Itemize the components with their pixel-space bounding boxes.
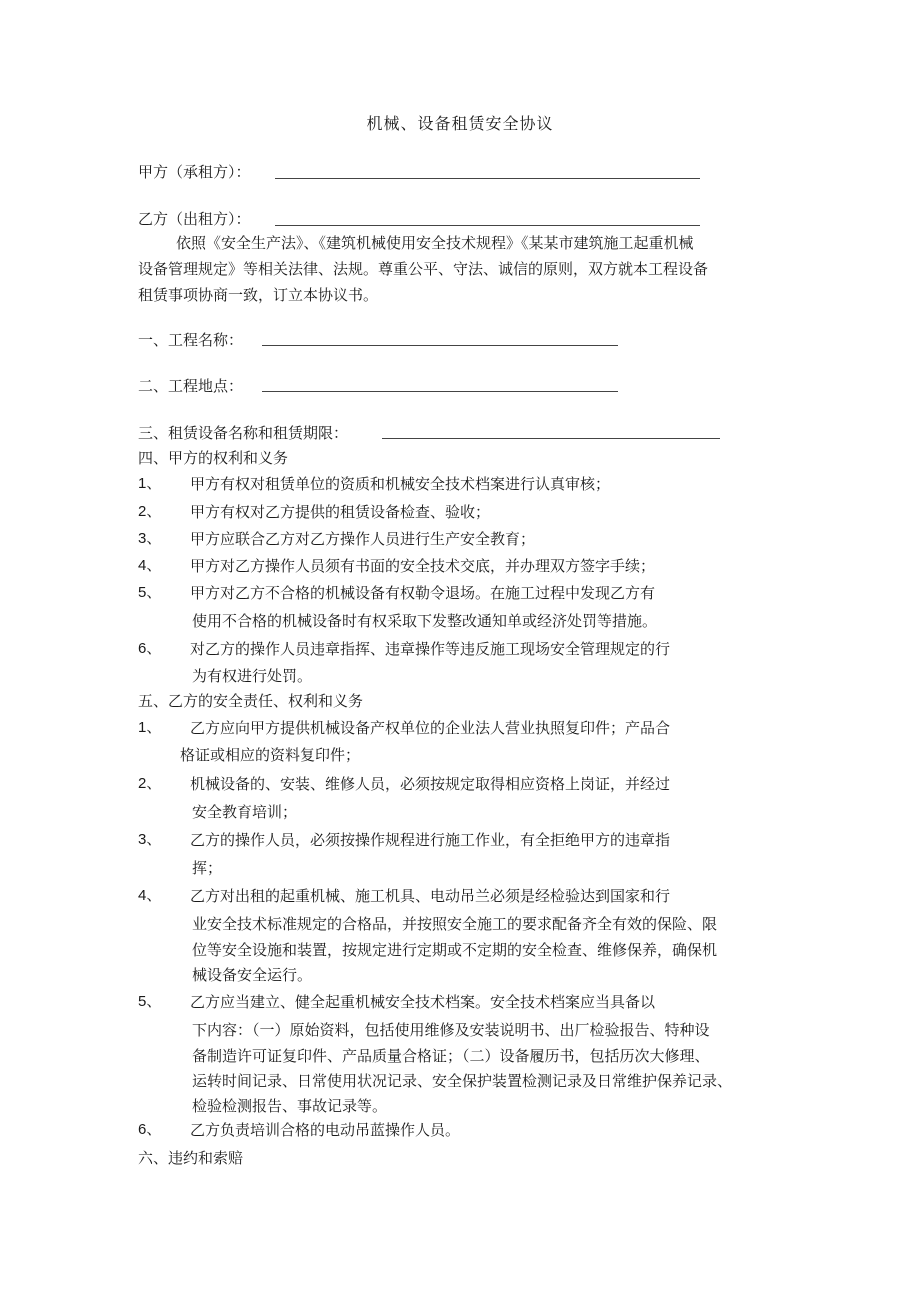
- item-text: 甲方应联合乙方对乙方操作人员进行生产安全教育；: [190, 530, 536, 548]
- section-6-heading: 六、违约和索赔: [138, 1149, 244, 1167]
- lease-equipment-label: 三、租赁设备名称和租赁期限：: [138, 424, 349, 442]
- item-text: 械设备安全运行。: [192, 966, 313, 984]
- item-text: 乙方负责培训合格的电动吊蓝操作人员。: [190, 1121, 461, 1139]
- item-text: 备制造许可证复印件、产品质量合格证；（二）设备履历书，包括历次大修理、: [192, 1047, 710, 1065]
- item-text: 甲方对乙方不合格的机械设备有权勒令退场。在施工过程中发现乙方有: [190, 584, 656, 602]
- item-text: 乙方应向甲方提供机械设备产权单位的企业法人营业执照复印件；产品合: [190, 719, 671, 737]
- item-number: 4、: [138, 557, 162, 574]
- intro-line: 设备管理规定》等相关法律、法规。尊重公平、守法、诚信的原则，双方就本工程设备: [138, 260, 709, 278]
- item-number: 2、: [138, 503, 162, 520]
- item-text: 位等安全设施和装置，按规定进行定期或不定期的安全检查、维修保养，确保机: [192, 941, 718, 959]
- page-title: 机械、设备租赁安全协议: [366, 114, 554, 133]
- section-4-heading: 四、甲方的权利和义务: [138, 449, 289, 467]
- item-number: 3、: [138, 530, 162, 547]
- party-b-blank: [275, 225, 700, 226]
- project-name-label: 一、工程名称：: [138, 331, 244, 349]
- item-number: 6、: [138, 640, 162, 657]
- item-text: 挥；: [192, 859, 223, 877]
- project-location-blank: [262, 391, 618, 392]
- item-text: 甲方有权对租赁单位的资质和机械安全技术档案进行认真审核；: [190, 475, 611, 493]
- item-text: 乙方的操作人员，必须按操作规程进行施工作业，有全拒绝甲方的违章指: [190, 831, 671, 849]
- party-a-label: 甲方（承租方）：: [138, 163, 251, 181]
- intro-line: 租赁事项协商一致，订立本协议书。: [138, 286, 379, 304]
- item-text: 业安全技术标准规定的合格品，并按照安全施工的要求配备齐全有效的保险、限: [192, 915, 718, 933]
- project-name-blank: [262, 345, 618, 346]
- item-text: 运转时间记录、日常使用状况记录、安全保护装置检测记录及日常维护保养记录、: [192, 1072, 733, 1090]
- lease-equipment-blank: [382, 438, 720, 439]
- item-number: 5、: [138, 584, 162, 601]
- item-text: 使用不合格的机械设备时有权采取下发整改通知单或经济处罚等措施。: [192, 612, 658, 630]
- item-text: 乙方应当建立、健全起重机械安全技术档案。安全技术档案应当具备以: [190, 993, 656, 1011]
- item-number: 1、: [138, 719, 162, 736]
- item-number: 4、: [138, 887, 162, 904]
- item-number: 5、: [138, 993, 162, 1010]
- item-text: 甲方有权对乙方提供的租赁设备检查、验收；: [190, 503, 491, 521]
- project-location-label: 二、工程地点：: [138, 377, 244, 395]
- item-number: 6、: [138, 1121, 162, 1138]
- item-text: 检验检测报告、事故记录等。: [192, 1097, 388, 1115]
- party-a-blank: [275, 178, 700, 179]
- party-b-label: 乙方（出租方）：: [138, 210, 251, 228]
- item-text: 为有权进行处罚。: [192, 667, 313, 685]
- item-text: 安全教育培训；: [192, 803, 298, 821]
- item-number: 1、: [138, 475, 162, 492]
- section-5-heading: 五、乙方的安全责任、权利和义务: [138, 692, 364, 710]
- item-text: 甲方对乙方操作人员须有书面的安全技术交底，并办理双方签字手续；: [190, 557, 656, 575]
- item-number: 2、: [138, 775, 162, 792]
- item-text: 机械设备的、安装、维修人员，必须按规定取得相应资格上岗证，并经过: [190, 775, 671, 793]
- item-text: 乙方对出租的起重机械、施工机具、电动吊兰必须是经检验达到国家和行: [190, 887, 671, 905]
- item-text: 对乙方的操作人员违章指挥、违章操作等违反施工现场安全管理规定的行: [190, 640, 671, 658]
- intro-line: 依照《安全生产法》、《建筑机械使用安全技术规程》《某某市建筑施工起重机械: [176, 234, 694, 252]
- item-number: 3、: [138, 831, 162, 848]
- item-text: 下内容：（一）原始资料，包括使用维修及安装说明书、出厂检验报告、特种设: [192, 1021, 710, 1039]
- item-text: 格证或相应的资料复印件；: [180, 746, 361, 764]
